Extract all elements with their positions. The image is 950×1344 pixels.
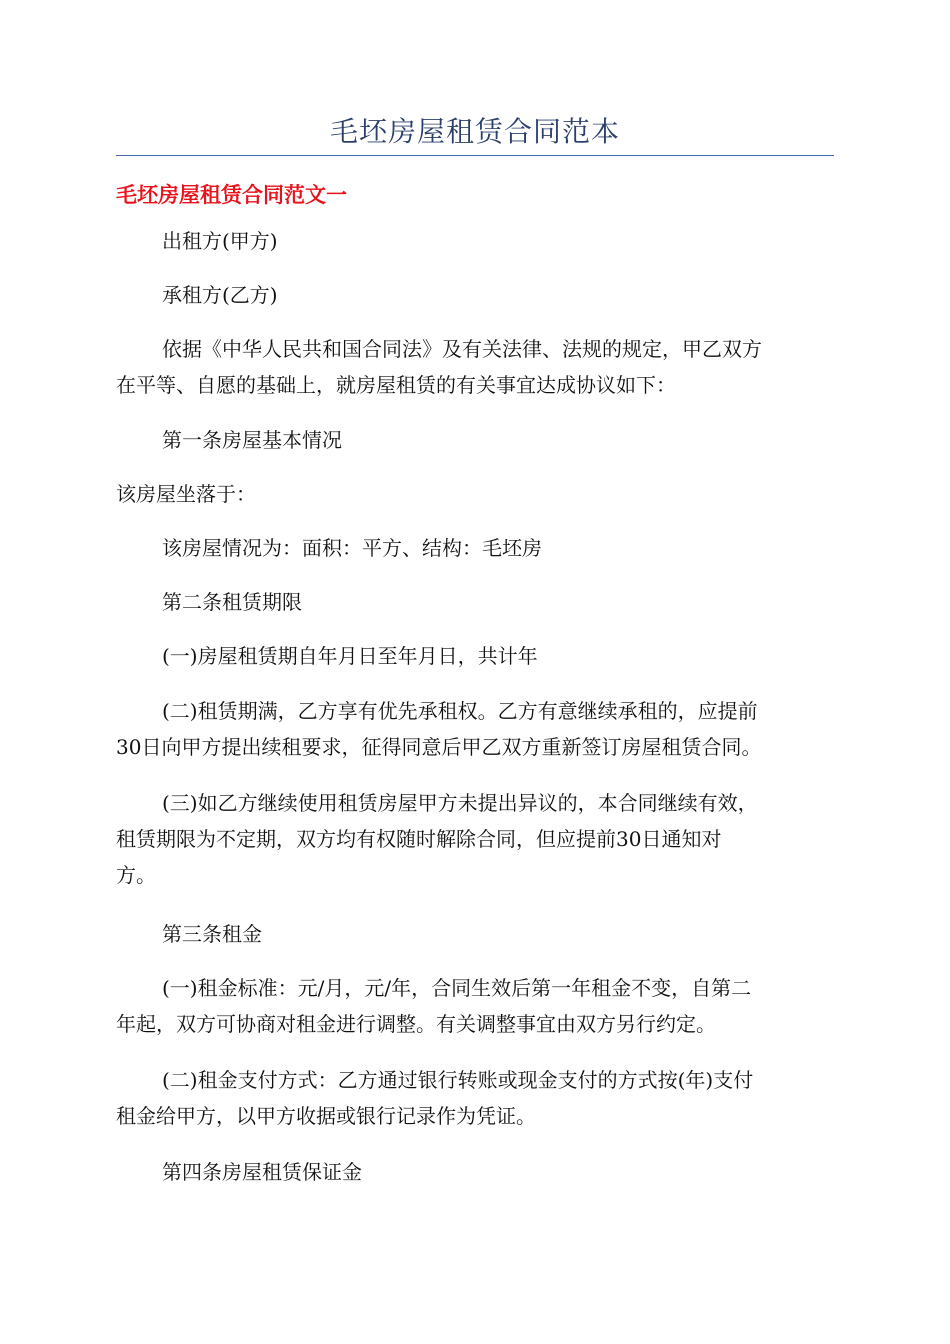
paragraph-line: 租金给甲方，以甲方收据或银行记录作为凭证。 (116, 1104, 536, 1128)
paragraph-term-1 (116, 638, 880, 674)
paragraph-line: (二)租金支付方式：乙方通过银行转账或现金支付的方式按(年)支付 (162, 1068, 754, 1092)
section-heading: 毛坯房屋租赁合同范文一 (116, 183, 347, 207)
paragraph-line: (一)房屋租赁期自年月日至年月日，共计年 (162, 644, 538, 668)
article-4-heading (116, 1154, 880, 1190)
paragraph-term-3 (116, 785, 834, 893)
paragraph-line: 出租方(甲方) (162, 229, 278, 253)
paragraph-line: (二)租赁期满，乙方享有优先承租权。乙方有意继续承租的，应提前 (162, 699, 758, 723)
paragraph-line: 该房屋情况为：面积：平方、结构：毛坯房 (162, 536, 542, 560)
paragraph-basis (116, 331, 834, 403)
article-3-heading (116, 916, 880, 952)
paragraph-line: 第四条房屋租赁保证金 (162, 1160, 362, 1184)
paragraph-line: 该房屋坐落于： (116, 482, 256, 506)
paragraph-lessor (116, 223, 880, 259)
paragraph-line: 年起，双方可协商对租金进行调整。有关调整事宜由双方另行约定。 (116, 1012, 716, 1036)
article-2-heading (116, 584, 880, 620)
paragraph-rent-2 (116, 1062, 834, 1134)
paragraph-line: (一)租金标准：元/月，元/年，合同生效后第一年租金不变，自第二 (162, 976, 752, 1000)
paragraph-line: 30日向甲方提出续租要求，征得同意后甲乙双方重新签订房屋租赁合同。 (116, 735, 762, 759)
paragraph-term-2 (116, 693, 834, 765)
paragraph-line: 租赁期限为不定期，双方均有权随时解除合同，但应提前30日通知对 (116, 827, 722, 851)
paragraph-line: 依据《中华人民共和国合同法》及有关法律、法规的规定，甲乙双方 (162, 337, 762, 361)
paragraph-line: 在平等、自愿的基础上，就房屋租赁的有关事宜达成协议如下： (116, 373, 676, 397)
article-1-heading (116, 422, 880, 458)
paragraph-line: 承租方(乙方) (162, 283, 278, 307)
paragraph-line: 第一条房屋基本情况 (162, 428, 342, 452)
title-divider (116, 155, 834, 156)
paragraph-line: 第二条租赁期限 (162, 590, 302, 614)
document-title: 毛坯房屋租赁合同范本 (329, 115, 620, 148)
paragraph-lessee (116, 277, 880, 313)
paragraph-line: (三)如乙方继续使用租赁房屋甲方未提出异议的，本合同继续有效， (162, 791, 758, 815)
paragraph-line: 方。 (116, 863, 156, 887)
paragraph-condition (116, 530, 880, 566)
paragraph-rent-1 (116, 970, 834, 1042)
paragraph-line: 第三条租金 (162, 922, 262, 946)
paragraph-location (116, 476, 834, 512)
